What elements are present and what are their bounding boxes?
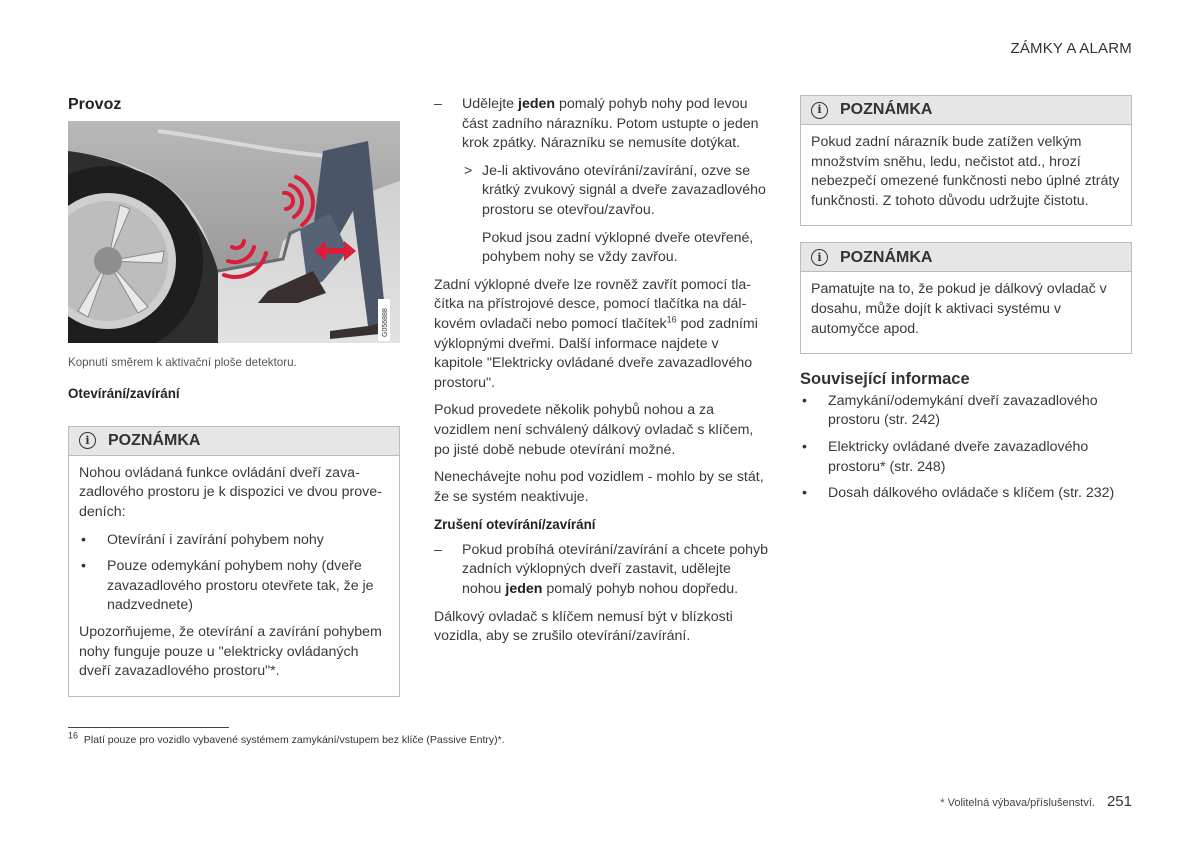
related-link[interactable]: • Dosah dálkového ovládače s klíčem (str. 232): [800, 484, 1132, 504]
footnote-ref: 16: [666, 314, 677, 325]
column-left: [68, 95, 400, 697]
step-emphasis: jeden: [505, 581, 543, 598]
info-icon: i: [79, 432, 96, 449]
column-middle: [434, 95, 769, 655]
step-text: Pokud probíhá otevírání/zavírání a chcete pohyb zadních výklopných dveří zastavit, udělejte nohou: [462, 541, 769, 598]
page-footer: [940, 793, 1132, 810]
subheading-open-close: Otevírání/zavírání: [68, 386, 180, 402]
list-item: • Pouze odemykání pohybem nohy (dveře zavazadlového prostoru otevřete tak, že je nadzvednete): [79, 557, 389, 616]
step-text: pomalý pohyb nohy pod levou část zadního nárazníku. Potom ustupte o jeden krok zpátky. Nárazníku se nemusíte dotýkat.: [462, 96, 759, 152]
note-title: POZNÁMKA: [840, 248, 933, 266]
footnote-divider: [68, 727, 229, 728]
note-box: [68, 426, 400, 697]
info-icon: i: [811, 249, 828, 266]
step-item: [434, 541, 769, 600]
paragraph-text: Zadní výklopné dveře lze rovněž zavřít pomocí tlačítka na přístrojové desce, pomocí tlačítka na dálkovém ovladači nebo pomocí tlačítek: [434, 276, 752, 332]
subheading-cancel: Zrušení otevírání/zavírání: [434, 517, 596, 533]
note-header: [69, 427, 399, 456]
step-item: [434, 95, 769, 154]
dash-marker: –: [434, 96, 442, 112]
note-outro: Upozorňujeme, že otevírání a zavírání pohybem nohy funguje pouze u "elektricky ovládaných dveří zavazadlového prostoru"*.: [79, 623, 382, 680]
note-body: [801, 272, 1131, 353]
step-emphasis: jeden: [518, 96, 556, 112]
note-intro: Nohou ovládaná funkce ovládání dveří zavazadlového prostoru je k dispozici ve dvou provedeních:: [79, 464, 382, 520]
section-heading: Provoz: [68, 96, 122, 113]
result-paragraph: Pokud jsou zadní výklopné dveře otevřené, pohybem nohy se vždy zavřou.: [482, 229, 754, 266]
note-box: [800, 242, 1132, 354]
footnote-number: 16: [68, 730, 79, 741]
related-heading: Související informace: [800, 370, 970, 389]
paragraph: Dálkový ovladač s klíčem nemusí být v blízkosti vozidla, aby se zrušilo otevírání/zavírání.: [434, 608, 733, 645]
note-body: [69, 456, 399, 696]
related-link[interactable]: • Zamykání/odemykání dveří zavazadlového prostoru (str. 242): [800, 392, 1132, 431]
footnote: [68, 730, 505, 746]
note-title: POZNÁMKA: [108, 431, 201, 449]
note-body: [801, 125, 1131, 225]
paragraph: Nenechávejte nohu pod vozidlem - mohlo by se stát, že se systém neaktivuje.: [434, 469, 764, 505]
note-box: [800, 95, 1132, 226]
chapter-header: ZÁMKY A ALARM: [1010, 40, 1132, 57]
note-header: [801, 96, 1131, 125]
illustration-svg: [68, 121, 400, 343]
figure-code: G056888: [382, 307, 389, 337]
page-number: 251: [1106, 793, 1132, 810]
optional-equipment-note: * Volitelná výbava/příslušenství.: [940, 797, 1095, 809]
info-icon: i: [811, 102, 828, 119]
related-link[interactable]: • Elektricky ovládané dveře zavazadlového prostoru* (str. 248): [800, 438, 1132, 477]
column-right: [800, 95, 1132, 511]
note-title: POZNÁMKA: [840, 101, 933, 119]
result-item: [434, 162, 769, 221]
list-item: • Otevírání i zavírání pohybem nohy: [79, 531, 389, 551]
note-text: Pokud zadní nárazník bude zatížen velkým množstvím sněhu, ledu, nečistot atd., hrozí nebezpečí omezené funkčnosti nebo úplné ztráty funkčnosti. Z tohoto důvodu udržujte čistotu.: [811, 134, 1120, 209]
paragraph: [434, 276, 769, 394]
figure-caption: Kopnutí směrem k aktivační ploše detektoru.: [68, 355, 297, 369]
step-text: pomalý pohyb nohou dopředu.: [542, 581, 739, 598]
dash-marker: –: [434, 541, 442, 558]
kick-sensor-illustration: [68, 121, 400, 343]
note-text: Pamatujte na to, že pokud je dálkový ovladač v dosahu, může dojít k aktivaci systému v automyčce apod.: [811, 281, 1107, 337]
step-text: Udělejte: [462, 96, 518, 112]
paragraph-text: pod zadními výklopnými dveřmi. Další informace najdete v kapitole "Elektricky ovládané dveře zavazadlového prostoru".: [434, 315, 758, 391]
note-header: [801, 243, 1131, 272]
result-marker: >: [464, 162, 473, 179]
paragraph: Pokud provedete několik pohybů nohou a za vozidlem není schválený dálkový ovladač s klíčem, po jisté době nebude otevírání možné.: [434, 402, 754, 458]
result-text: Je-li aktivováno otevírání/zavírání, ozve se krátký zvukový signál a dveře zavazadlového prostoru se otevřou/zavřou.: [482, 162, 766, 218]
footnote-text: Platí pouze pro vozidlo vybavené systémem zamykání/vstupem bez klíče (Passive Entry)*.: [83, 734, 505, 746]
